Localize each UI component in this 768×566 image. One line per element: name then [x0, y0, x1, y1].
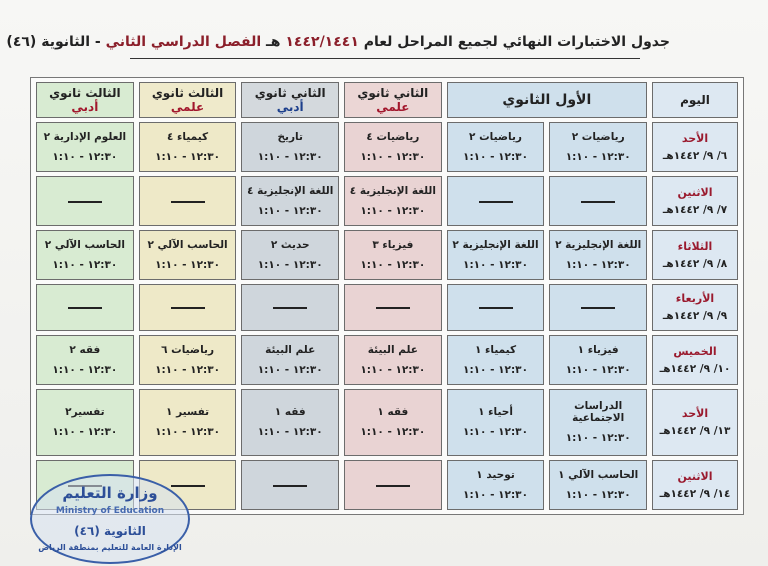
schedule-cell: [241, 389, 339, 457]
exam-subject: كيمياء ١: [474, 343, 517, 356]
exam-subject: الحاسب الآلي ٢: [147, 238, 228, 251]
schedule-cell: [549, 460, 647, 510]
day-name: الاثنين: [677, 185, 713, 199]
exam-time: ١٢:٣٠ - ١:١٠: [52, 258, 118, 271]
exam-subject: اللغة الإنجليزية ٢: [555, 238, 642, 251]
exam-time: ١٢:٣٠ - ١:١٠: [155, 150, 221, 163]
exam-subject: العلوم الإدارية ٢: [43, 130, 127, 143]
exam-subject: تفسير٢: [65, 406, 105, 419]
schedule-cell: [344, 230, 442, 280]
header-row: [36, 82, 738, 118]
page-title: [6, 34, 670, 56]
exam-time: ١٢:٣٠ - ١:١٠: [360, 363, 426, 376]
schedule-cell: [36, 176, 134, 226]
table-row: [36, 176, 738, 226]
schedule-cell: [241, 176, 339, 226]
day-name: الأحد: [681, 407, 709, 421]
title-year: ١٤٤٢/١٤٤١: [285, 34, 359, 50]
no-exam-dash: [376, 485, 410, 487]
schedule-cell: [344, 284, 442, 331]
exam-subject: اللغة الإنجليزية ٤: [349, 184, 436, 197]
exam-time: ١٢:٣٠ - ١:١٠: [257, 150, 323, 163]
day-name: الأحد: [681, 131, 709, 145]
schedule-cell: [241, 460, 339, 510]
day-date: ١٣/ ٩/ ١٤٤٢هـ: [659, 425, 731, 438]
schedule-cell: [549, 176, 647, 226]
exam-time: ١٢:٣٠ - ١:١٠: [565, 363, 631, 376]
schedule-cell: [447, 284, 545, 331]
table-row: [36, 335, 738, 385]
exam-subject: حديث ٢: [270, 238, 310, 251]
exam-time: ١٢:٣٠ - ١:١٠: [463, 426, 528, 439]
stamp-school: الثانوية (٤٦): [74, 524, 146, 538]
table-row: [36, 122, 738, 172]
schedule-cell: [447, 460, 545, 510]
schedule-cell: [139, 122, 237, 172]
exam-subject: فقه ٢: [69, 343, 101, 356]
exam-subject: تاريخ: [277, 130, 303, 143]
day-date: ١٤/ ٩/ ١٤٤٢هـ: [659, 488, 731, 501]
exam-time: ١٢:٣٠ - ١:١٠: [360, 426, 426, 439]
exam-time: ١٢:٣٠ - ١:١٠: [565, 489, 631, 502]
exam-time: ١٢:٣٠ - ١:١٠: [463, 489, 528, 502]
title-school-number: (٤٦): [6, 34, 37, 50]
title-school: - الثانوية: [36, 34, 106, 50]
exam-subject: أحياء ١: [478, 406, 513, 419]
day-cell: [652, 122, 738, 172]
exam-time: ١٢:٣٠ - ١:١٠: [52, 150, 118, 163]
exam-time: ١٢:٣٠ - ١:١٠: [257, 258, 323, 271]
schedule-cell: [36, 230, 134, 280]
schedule-table: [30, 77, 744, 515]
schedule-cell: [344, 176, 442, 226]
exam-subject: الحاسب الآلي ٢: [44, 238, 125, 251]
no-exam-dash: [68, 307, 102, 309]
exam-subject: فقه ١: [274, 406, 306, 419]
no-exam-dash: [479, 201, 513, 203]
schedule-cell: [36, 389, 134, 457]
exam-subject: علم البيئة: [367, 343, 418, 356]
schedule-cell: [344, 122, 442, 172]
exam-subject: تفسير ١: [166, 406, 210, 419]
schedule-cell: [549, 389, 647, 457]
schedule-cell: [241, 335, 339, 385]
exam-time: ١٢:٣٠ - ١:١٠: [360, 204, 426, 217]
exam-time: ١٢:٣٠ - ١:١٠: [565, 150, 631, 163]
title-hijri: هـ: [261, 34, 286, 50]
no-exam-dash: [171, 307, 205, 309]
stamp-ministry-en: Ministry of Education: [55, 506, 165, 516]
exam-time: ١٢:٣٠ - ١:١٠: [463, 363, 528, 376]
exam-time: ١٢:٣٠ - ١:١٠: [155, 258, 221, 271]
exam-time: ١٢:٣٠ - ١:١٠: [52, 363, 118, 376]
day-name: الاثنين: [677, 470, 713, 484]
header-third-scientific: الثالث ثانوي علمي: [139, 82, 237, 118]
title-text: جدول الاختبارات النهائي لجميع المراحل لعام: [358, 34, 670, 50]
exam-subject: الدراسات الاجتماعية: [572, 400, 625, 425]
exam-time: ١٢:٣٠ - ١:١٠: [257, 204, 323, 217]
exam-subject: كيمياء ٤: [166, 130, 209, 143]
schedule-cell: [447, 122, 545, 172]
no-exam-dash: [581, 307, 615, 309]
no-exam-dash: [273, 307, 307, 309]
schedule-cell: [139, 284, 237, 331]
exam-time: ١٢:٣٠ - ١:١٠: [52, 426, 118, 439]
exam-time: ١٢:٣٠ - ١:١٠: [257, 363, 323, 376]
exam-subject: توحيد ١: [476, 469, 515, 482]
table-row: [36, 230, 738, 280]
exam-subject: علم البيئة: [265, 343, 316, 356]
day-cell: [652, 230, 738, 280]
no-exam-dash: [68, 201, 102, 203]
no-exam-dash: [171, 201, 205, 203]
schedule-cell: [139, 389, 237, 457]
schedule-cell: [344, 460, 442, 510]
schedule-cell: [36, 335, 134, 385]
exam-subject: اللغة الإنجليزية ٤: [247, 184, 334, 197]
exam-subject: رياضيات ٦: [161, 343, 215, 356]
schedule-cell: [139, 176, 237, 226]
exam-time: ١٢:٣٠ - ١:١٠: [360, 150, 426, 163]
exam-subject: رياضيات ٢: [571, 130, 625, 143]
header-day: اليوم: [652, 82, 738, 118]
exam-subject: رياضيات ٢: [469, 130, 522, 143]
day-cell: [652, 335, 738, 385]
day-name: الأربعاء: [675, 292, 715, 306]
header-first-grade: الأول الثانوي: [447, 82, 647, 118]
day-cell: [652, 389, 738, 457]
day-name: الخميس: [673, 344, 717, 358]
schedule-cell: [549, 284, 647, 331]
exam-time: ١٢:٣٠ - ١:١٠: [257, 426, 323, 439]
schedule-cell: [241, 230, 339, 280]
day-cell: [652, 284, 738, 331]
table-row: [36, 389, 738, 457]
header-third-literary: الثالث ثانوي أدبي: [36, 82, 134, 118]
exam-subject: فيزياء ٣: [372, 238, 414, 251]
no-exam-dash: [479, 307, 513, 309]
exam-time: ١٢:٣٠ - ١:١٠: [155, 363, 221, 376]
exam-time: ١٢:٣٠ - ١:١٠: [155, 426, 221, 439]
day-date: ٧/ ٩/ ١٤٤٢هـ: [662, 203, 728, 216]
no-exam-dash: [581, 201, 615, 203]
schedule-cell: [549, 230, 647, 280]
schedule-cell: [344, 335, 442, 385]
schedule-cell: [549, 335, 647, 385]
exam-subject: رياضيات ٤: [366, 130, 420, 143]
schedule-cell: [241, 284, 339, 331]
day-cell: [652, 460, 738, 510]
exam-subject: اللغة الإنجليزية ٢: [452, 238, 539, 251]
schedule-cell: [36, 284, 134, 331]
no-exam-dash: [273, 485, 307, 487]
header-second-literary: الثاني ثانوي أدبي: [241, 82, 339, 118]
schedule-cell: [447, 176, 545, 226]
day-date: ٨/ ٩/ ١٤٤٢هـ: [662, 257, 728, 270]
schedule-cell: [447, 389, 545, 457]
schedule-cell: [344, 389, 442, 457]
exam-time: ١٢:٣٠ - ١:١٠: [565, 258, 631, 271]
schedule-cell: [36, 122, 134, 172]
exam-time: ١٢:٣٠ - ١:١٠: [360, 258, 426, 271]
exam-time: ١٢:٣٠ - ١:١٠: [565, 432, 631, 445]
schedule-cell: [241, 122, 339, 172]
day-date: ٦/ ٩/ ١٤٤٢هـ: [662, 149, 728, 162]
day-cell: [652, 176, 738, 226]
day-name: الثلاثاء: [677, 239, 713, 253]
title-term: الفصل الدراسي الثاني: [105, 34, 262, 50]
exam-subject: فيزياء ١: [577, 343, 619, 356]
schedule-cell: [447, 230, 545, 280]
exam-time: ١٢:٣٠ - ١:١٠: [463, 258, 528, 271]
schedule-cell: [549, 122, 647, 172]
header-second-scientific: الثاني ثانوي علمي: [344, 82, 442, 118]
exam-time: ١٢:٣٠ - ١:١٠: [463, 150, 528, 163]
schedule-cell: [139, 230, 237, 280]
schedule-cell: [447, 335, 545, 385]
day-date: ١٠/ ٩/ ١٤٤٢هـ: [659, 362, 731, 375]
schedule-cell: [139, 335, 237, 385]
day-date: ٩/ ٩/ ١٤٤٢هـ: [662, 310, 728, 323]
official-stamp: [30, 474, 190, 564]
stamp-ministry: وزارة التعليم: [62, 484, 158, 502]
exam-subject: الحاسب الآلي ١: [558, 469, 639, 482]
stamp-admin: الإدارة العامة للتعليم بمنطقة الرياض: [38, 543, 182, 552]
exam-subject: فقه ١: [377, 406, 409, 419]
no-exam-dash: [376, 307, 410, 309]
table-row: [36, 284, 738, 331]
